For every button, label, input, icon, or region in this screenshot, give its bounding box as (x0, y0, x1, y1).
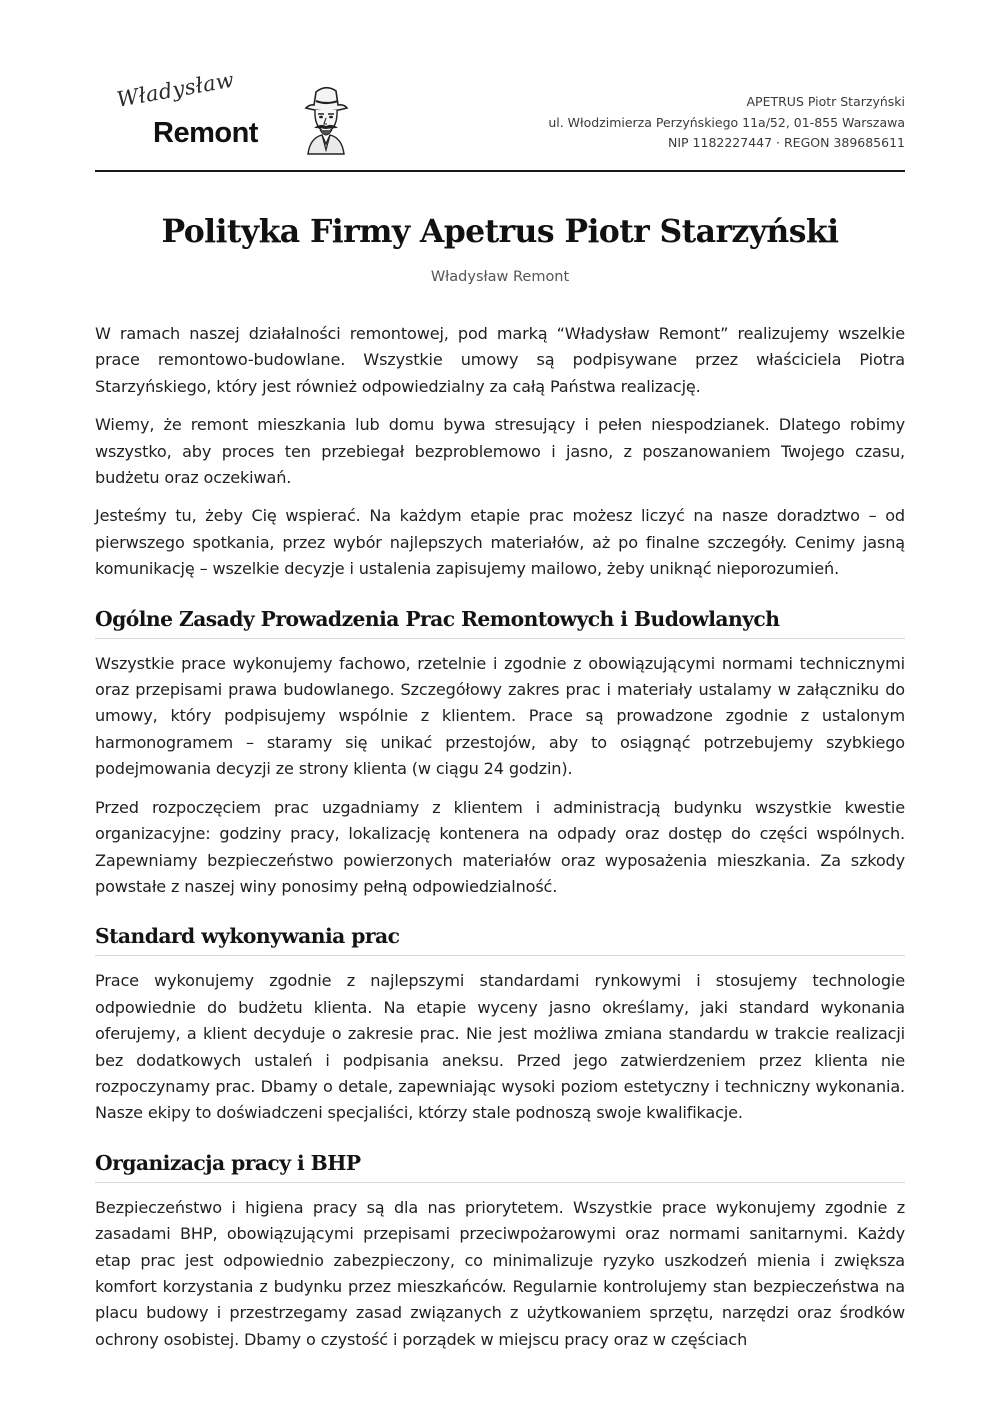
company-info (548, 92, 905, 154)
intro-paragraph: W ramach naszej działalności remontowej, pod marką “Władysław Remont” realizujemy wszelkie prace remontowo-budowlane. Wszystkie umowy są podpisywane przez właściciela Piotra Starzyńskiego, który jest również odpowiedzialny za całą Państwa realizację. (95, 324, 905, 396)
document-title: Polityka Firmy Apetrus Piotr Starzyński (161, 213, 839, 250)
section-paragraph: Bezpieczeństwo i higiena pracy są dla nas priorytetem. Wszystkie prace wykonujemy zgodnie z zasadami BHP, obowiązującymi przepisami przeciwpożarowymi oraz normami sanitarnymi. Każdy etap prac jest odpowiednio zabezpieczony, co minimalizuje ryzyko uszkodzeń mienia i zwiększa komfort korzystania z budynku przez mieszkańców. Regularnie kontrolujemy stan bezpieczeństwa na placu budowy i przestrzegamy zasad związanych z użytkowaniem sprzętu, narzędzi oraz środków ochrony osobistej. Dbamy o czystość i porządek w miejscu pracy oraz w częściach (95, 1197, 905, 1349)
brand-logo (114, 67, 332, 158)
document-body (95, 321, 905, 1365)
company-address: ul. Włodzimierza Perzyńskiego 11a/52, 01-855 Warszawa (548, 114, 905, 130)
header-divider (95, 170, 905, 172)
logo-main-text: Remont (153, 117, 258, 149)
logo-script-text: Władysław (114, 67, 237, 112)
section-paragraph: Przed rozpoczęciem prac uzgadniamy z klientem i administracją budynku wszystkie kwestie organizacyjne: godziny pracy, lokalizację kontenera na odpady oraz dostęp do części wspólnych. Zapewniamy bezpieczeństwo powierzonych materiałów oraz wyposażenia mieszkania. Za szkody powstałe z naszej winy ponosimy pełną odpowiedzialność. (95, 797, 905, 896)
intro-paragraph: Jesteśmy tu, żeby Cię wspierać. Na każdym etapie prac możesz liczyć na nasze doradztwo – od pierwszego spotkania, przez wybór najlepszych materiałów, aż po finalne szczegóły. Cenimy jasną komunikację – wszelkie decyzje i ustalenia zapisujemy mailowo, żeby uniknąć nieporozumień. (95, 506, 905, 579)
section-heading-general-rules: Ogólne Zasady Prowadzenia Prac Remontowych i Budowlanych (95, 607, 905, 639)
mustached-man-portrait-icon (300, 84, 352, 156)
company-ids: NIP 1182227447 · REGON 389685611 (667, 135, 905, 150)
section-paragraph: Wszystkie prace wykonujemy fachowo, rzetelnie i zgodnie z obowiązującymi normami technicznymi oraz przepisami prawa budowlanego. Szczegółowy zakres prac i materiały ustalamy w załączniku do umowy, który podpisujemy wspólnie z klientem. Prace są prowadzone zgodnie z ustalonym harmonogramem – staramy się unikać przestojów, aby to osiągnąć potrzebujemy szybkiego podejmowania decyzji ze strony klienta (w ciągu 24 godzin). (95, 653, 905, 779)
section-paragraph: Prace wykonujemy zgodnie z najlepszymi standardami rynkowymi i stosujemy technologie odpowiednie do budżetu klienta. Na etapie wyceny jasno określamy, jaki standard wykonania oferujemy, a klient decyduje o zakresie prac. Nie jest możliwa zmiana standardu w trakcie realizacji bez dodatkowych ustaleń i podpisania aneksu. Przed jego zatwierdzeniem przez klienta nie rozpoczynamy prac. Dbamy o detale, zapewniając wysoki poziom estetyczny i techniczny wykonania. Nasze ekipy to doświadczeni specjaliści, którzy stale podnoszą swoje kwalifikacje. (95, 971, 905, 1123)
page-header (95, 67, 905, 172)
company-name: APETRUS Piotr Starzyński (746, 94, 905, 109)
document-subtitle: Władysław Remont (430, 269, 570, 285)
section-heading-organization-bhp: Organizacja pracy i BHP (95, 1151, 905, 1183)
section-heading-work-standard: Standard wykonywania prac (95, 924, 905, 956)
intro-paragraph: Wiemy, że remont mieszkania lub domu bywa stresujący i pełen niespodzianek. Dlatego robimy wszystko, aby proces ten przebiegał bezproblemowo i jasno, z poszanowaniem Twojego czasu, budżetu oraz oczekiwań. (95, 415, 905, 488)
